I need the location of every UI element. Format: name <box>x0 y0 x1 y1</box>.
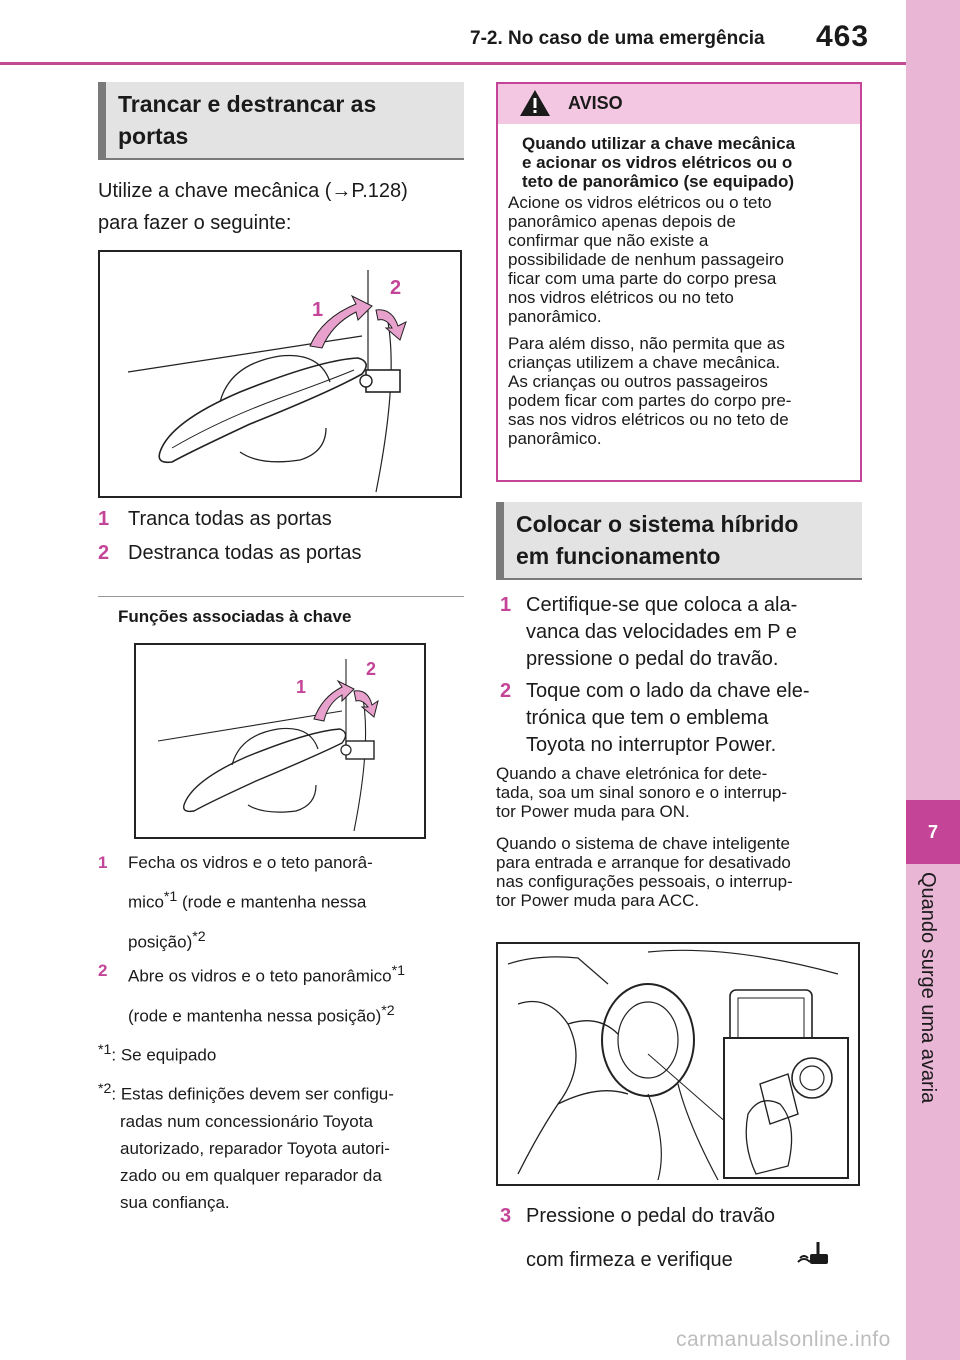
warning-title-line: teto de panorâmico (se equipado) <box>522 172 795 191</box>
warning-title <box>508 134 848 191</box>
watermark: carmanualsonline.info <box>676 1328 891 1351</box>
note-line: tor Power muda para ON. <box>496 802 690 821</box>
list-item-text: (rode e mantenha nessa posição) <box>128 1006 382 1026</box>
step-text: Toyota no interruptor Power. <box>526 734 777 756</box>
subsection-divider <box>98 596 464 597</box>
step-text: Certifique-se que coloca a ala- <box>526 594 798 616</box>
step-text: Toque com o lado da chave ele- <box>526 680 810 702</box>
list-item <box>98 538 458 568</box>
warning-title-line: e acionar os vidros elétricos ou o <box>522 153 793 172</box>
note-line: tor Power muda para ACC. <box>496 891 700 910</box>
list-item <box>98 504 458 534</box>
warning-body <box>508 134 848 456</box>
chapter-side-label: Quando surge uma avaria <box>917 872 939 1104</box>
footnote-mark: *2 <box>98 1081 112 1097</box>
chapter-side-tab <box>906 0 960 1360</box>
note-line: nas configurações pessoais, o interrup- <box>496 872 793 891</box>
warning-line: Acione os vidros elétricos ou o teto <box>508 193 772 212</box>
illus2-label-1: 1 <box>296 677 307 697</box>
warning-line: confirmar que não existe a <box>508 231 709 250</box>
section-title-line: Colocar o sistema híbrido <box>516 511 799 537</box>
door-handle-drawing-2 <box>136 645 424 837</box>
subsection-title: Funções associadas à chave <box>118 607 352 626</box>
footnote-ref: *2 <box>192 928 206 945</box>
list-item-number: 1 <box>98 853 108 872</box>
footnote-ref: *1 <box>163 889 178 905</box>
list-item-number: 2 <box>98 961 108 980</box>
chapter-header-title: 7-2. No caso de uma emergência <box>470 28 765 49</box>
list-item-text: Tranca todas as portas <box>128 508 332 530</box>
warning-paragraph-2 <box>508 334 848 448</box>
warning-header <box>498 84 860 124</box>
intro-line-2: para fazer o seguinte: <box>98 212 292 234</box>
step-text: Pressione o pedal do travão <box>526 1205 776 1227</box>
list-item-text: posição) <box>128 932 193 952</box>
footnote-1 <box>98 1036 216 1070</box>
car-interior-illustration <box>496 942 860 1186</box>
footnote-text: autorizado, reparador Toyota autori- <box>120 1138 390 1158</box>
step-number: 3 <box>500 1205 512 1227</box>
warning-line: nos vidros elétricos ou no teto <box>508 288 734 307</box>
step-text: com firmeza e verifique <box>526 1249 733 1271</box>
list-item-text: (rode e mantenha nessa <box>177 892 367 912</box>
warning-line: crianças utilizem a chave mecânica. <box>508 353 781 372</box>
warning-line: panorâmico apenas depois de <box>508 212 736 231</box>
note-line: para entrada e arranque for desativado <box>496 853 791 872</box>
note-line: Quando o sistema de chave inteligente <box>496 834 790 853</box>
warning-line: ficar com uma parte do corpo presa <box>508 269 777 288</box>
warning-line: possibilidade de nenhum passageiro <box>508 250 784 269</box>
warning-label: AVISO <box>568 93 623 113</box>
footnote-text: sua confiança. <box>120 1192 230 1212</box>
section-title-lock-unlock: Trancar e destrancar as portas <box>98 82 464 160</box>
list-item-text: Abre os vidros e o teto panorâmico <box>128 966 392 986</box>
list-item-number: 2 <box>98 542 110 564</box>
brake-pedal-icon <box>796 1238 832 1268</box>
door-handle-illustration-1 <box>98 250 462 498</box>
step-number: 1 <box>500 594 512 616</box>
footnote-mark: *1 <box>98 1042 112 1058</box>
footnote-text: : Se equipado <box>111 1045 217 1065</box>
door-handle-illustration-2 <box>134 643 426 839</box>
note-paragraph-1 <box>496 764 862 821</box>
page-number: 463 <box>816 20 870 53</box>
step-text: pressione o pedal do travão. <box>526 648 779 670</box>
chapter-number-badge: 7 <box>906 800 960 864</box>
footnote-text: zado ou em qualquer reparador da <box>120 1165 382 1185</box>
step-text: vanca das velocidades em P e <box>526 621 797 643</box>
list-item-text: mico <box>128 892 164 912</box>
warning-box <box>496 82 862 482</box>
warning-line: sas nos vidros elétricos ou no teto de <box>508 410 789 429</box>
illus2-label-2: 2 <box>366 659 377 679</box>
list-item-text: Fecha os vidros e o teto panorâ- <box>128 853 373 872</box>
car-interior-drawing <box>498 944 858 1184</box>
door-handle-drawing-1 <box>100 252 460 496</box>
section-title-hybrid-start <box>496 502 862 580</box>
warning-paragraph-1 <box>508 193 848 326</box>
section-title-line: em funcionamento <box>516 543 721 569</box>
warning-line: As crianças ou outros passageiros <box>508 372 768 391</box>
footnote-2 <box>98 1076 464 1216</box>
step-text: trónica que tem o emblema <box>526 707 769 729</box>
note-line: tada, soa um sinal sonoro e o interrup- <box>496 783 788 802</box>
illus1-label-2: 2 <box>390 277 402 299</box>
warning-line: Para além disso, não permita que as <box>508 334 785 353</box>
footnote-text: radas num concessionário Toyota <box>120 1111 373 1131</box>
step-number: 2 <box>500 680 512 702</box>
list-item-number: 1 <box>98 508 110 530</box>
warning-triangle-icon <box>518 88 552 118</box>
footnote-ref: *2 <box>381 1002 395 1019</box>
footnote-ref: *1 <box>391 963 406 979</box>
note-line: Quando a chave eletrónica for dete- <box>496 764 768 783</box>
warning-line: panorâmico. <box>508 429 602 448</box>
warning-title-line: Quando utilizar a chave mecânica <box>522 134 796 153</box>
footnote-text: : Estas definições devem ser configu- <box>111 1084 394 1104</box>
warning-line: podem ficar com partes do corpo pre- <box>508 391 792 410</box>
note-paragraph-2 <box>496 834 862 910</box>
illus1-label-1: 1 <box>312 299 324 321</box>
header-rule <box>0 62 906 65</box>
intro-line-1: Utilize a chave mecânica (→P.128) <box>98 180 408 202</box>
list-item-text: Destranca todas as portas <box>128 542 362 564</box>
warning-line: panorâmico. <box>508 307 602 326</box>
